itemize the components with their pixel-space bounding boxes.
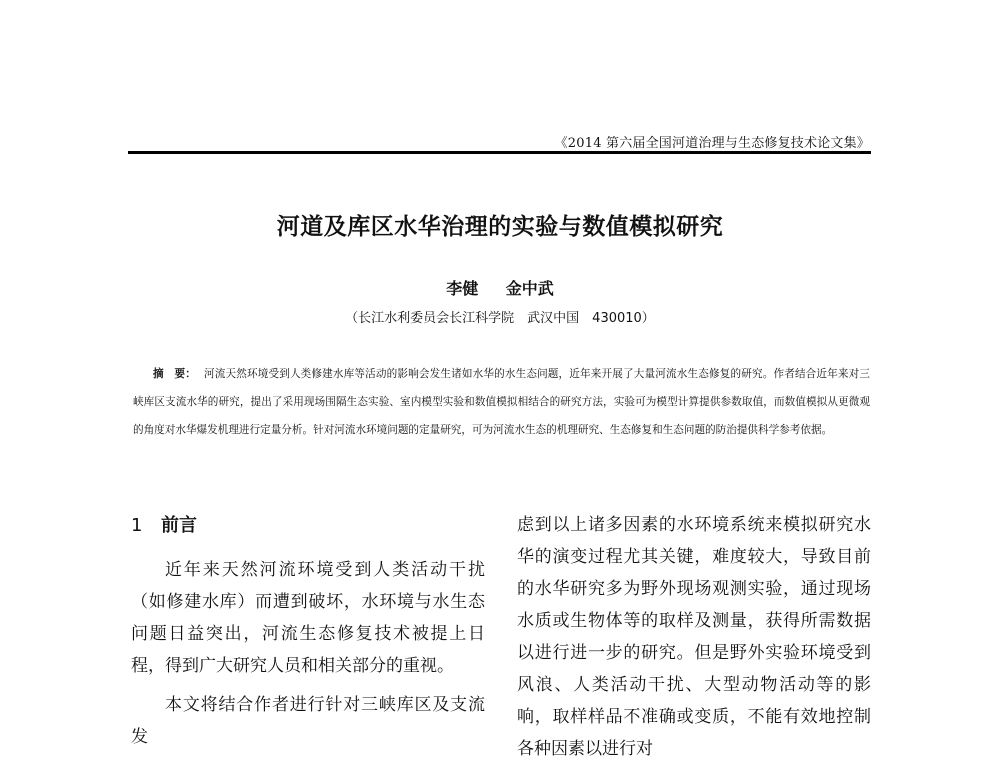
author-line xyxy=(0,276,1000,299)
running-header: 《2014 第六届全国河道治理与生态修复技术论文集》 xyxy=(554,136,870,151)
paper-title: 河道及库区水华治理的实验与数值模拟研究 xyxy=(276,214,724,240)
body-paragraph: 虑到以上诸多因素的水环境系统来模拟研究水华的演变过程尤其关键，难度较大，导致目前的水华研究多为野外现场观测实验，通过现场水质或生物体等的取样及测量，获得所需数据以进行进一步的研究。但是野外实验环境受到风浪、人类活动干扰、大型动物活动等的影响，取样样品不准确或变质，不能有效地控制各种因素以进行对 xyxy=(517,515,871,759)
header-rule xyxy=(128,151,871,154)
body-paragraph: 本文将结合作者进行针对三峡库区及支流发 xyxy=(131,695,485,747)
left-column xyxy=(131,510,485,760)
section-heading xyxy=(131,510,485,542)
abstract xyxy=(133,360,870,444)
section-title: 前言 xyxy=(161,515,197,536)
body-paragraph: 近年来天然河流环境受到人类活动干扰（如修建水库）而遭到破坏，水环境与水生态问题日益突出，河流生态修复技术被提上日程，得到广大研究人员和相关部分的重视。 xyxy=(131,560,485,676)
abstract-text: 河流天然环境受到人类修建水库等活动的影响会发生诸如水华的水生态问题，近年来开展了大量河流水生态修复的研究。作者结合近年来对三峡库区支流水华的研究，提出了采用现场围隔生态实验、室内模型实验和数值模拟相结合的研究方法，实验可为模型计算提供参数取值，而数值模拟从更微观的角度对水华爆发机理进行定量分析。针对河流水环境问题的定量研究，可为河流水生态的机理研究、生态修复和生态问题的防治提供科学参考依据。 xyxy=(133,368,870,436)
right-column xyxy=(517,509,871,765)
abstract-label: 摘 要： xyxy=(153,368,196,380)
section-number: 1 xyxy=(131,515,143,536)
author-name: 李健 xyxy=(446,279,479,298)
affiliation: （长江水利委员会长江科学院 武汉中国 430010） xyxy=(345,311,655,326)
author-name: 金中武 xyxy=(505,279,554,298)
